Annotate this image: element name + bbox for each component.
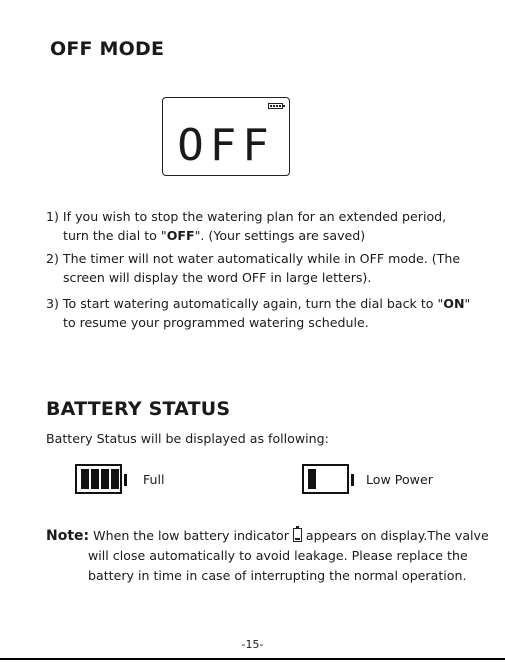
note-line-3: battery in time in case of interrupting the normal operation. <box>88 568 467 583</box>
full-label: Full <box>143 472 165 487</box>
item-3-on-word: ON <box>443 296 465 311</box>
item-3-line-2: to resume your programmed watering schedule. <box>63 315 369 330</box>
item-1-text-a: turn the dial to " <box>63 228 167 243</box>
note-line-1-b: appears on display.The valve <box>305 528 489 543</box>
full-battery-icon <box>75 464 122 494</box>
item-2-line-1: 2) The timer will not water automatically while in OFF mode. (The <box>46 251 461 266</box>
off-mode-heading: OFF MODE <box>50 38 165 60</box>
footer-rule <box>0 658 505 660</box>
off-mode-item-3 <box>46 294 470 332</box>
page-number: -15- <box>241 638 264 651</box>
item-3-text-b: " <box>464 296 471 311</box>
item-3-line-1 <box>46 294 470 313</box>
item-1-text-b: ". (Your settings are saved) <box>194 228 366 243</box>
low-power-label: Low Power <box>366 472 433 487</box>
note-line-1-a: When the low battery indicator <box>93 528 289 543</box>
note-label: Note: <box>46 528 90 544</box>
lcd-battery-icon <box>268 103 283 109</box>
off-mode-item-2 <box>46 249 460 287</box>
battery-status-intro: Battery Status will be displayed as following: <box>46 431 329 446</box>
note-line-2: will close automatically to avoid leakage. Please replace the <box>88 548 468 563</box>
item-1-off-word: OFF <box>166 228 195 243</box>
item-1-line-2 <box>46 226 446 245</box>
item-2-line-2: screen will display the word OFF in large letters). <box>63 270 372 285</box>
low-battery-icon <box>302 464 349 494</box>
battery-status-heading: BATTERY STATUS <box>46 398 231 420</box>
note-block <box>46 526 489 586</box>
lcd-off-text: OFF <box>177 120 275 171</box>
off-mode-item-1 <box>46 207 446 245</box>
item-1-line-1: 1) If you wish to stop the watering plan for an extended period, <box>46 209 447 224</box>
lcd-display <box>162 97 290 176</box>
item-3-text-a: 3) To start watering automatically again, turn the dial back to " <box>46 296 444 311</box>
low-battery-indicator-icon <box>293 528 302 542</box>
